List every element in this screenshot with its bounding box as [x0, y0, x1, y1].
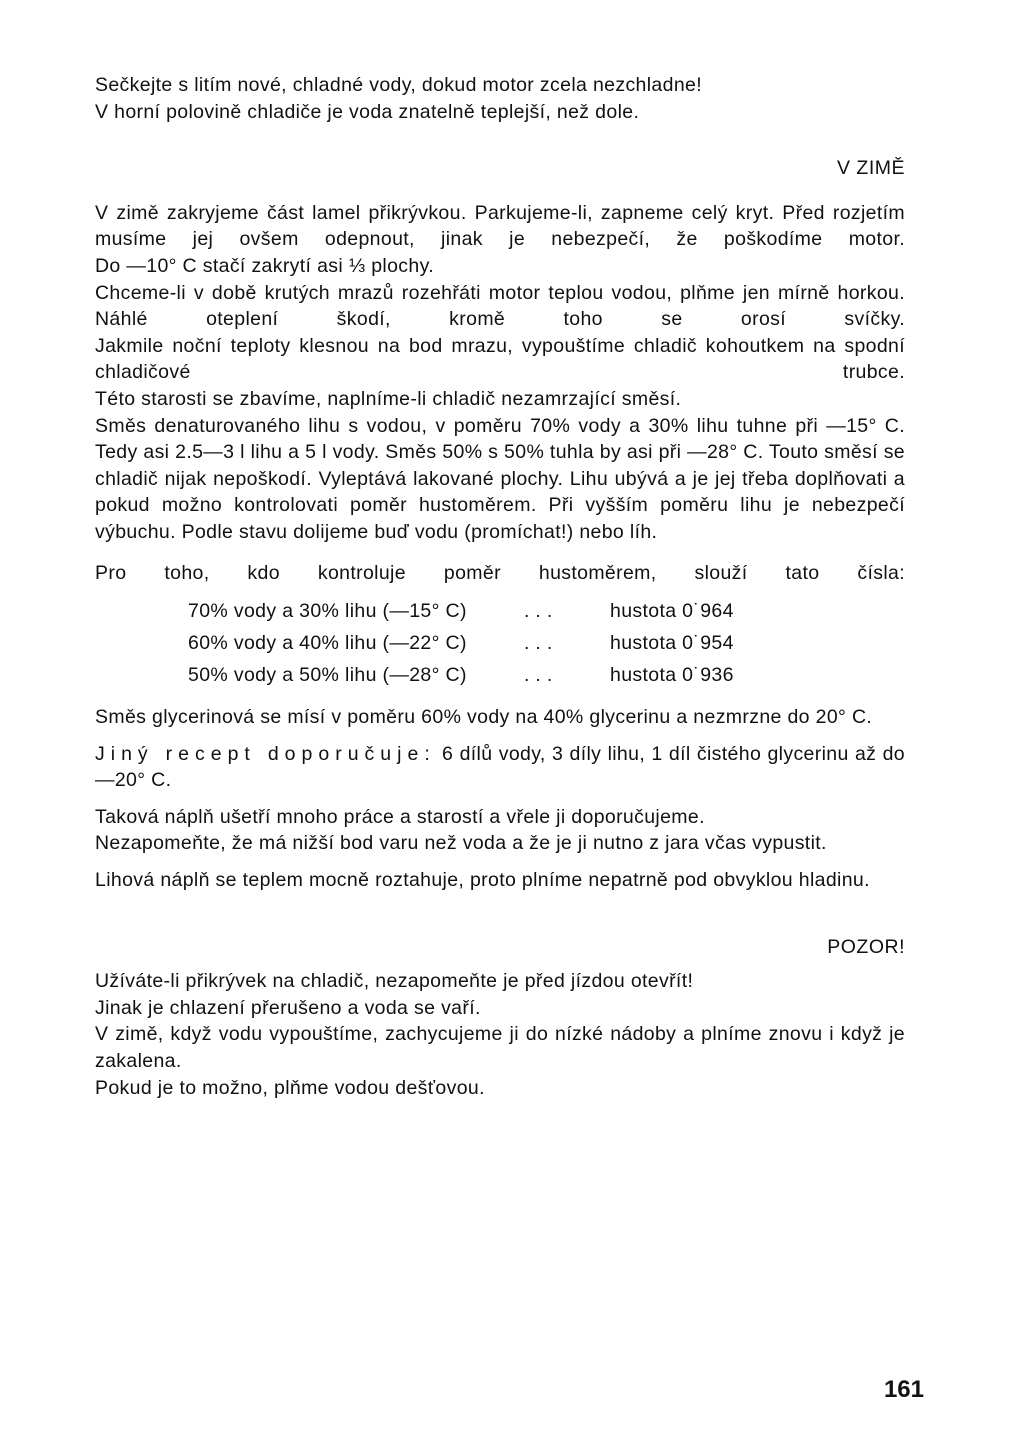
density-table-intro: Pro toho, kdo kontroluje poměr hustoměrem, slouží tato čísla: [95, 561, 905, 584]
density-mix: 70% vody a 30% lihu (—15° C) [188, 600, 467, 623]
glycerin-paragraph: Směs glycerinová se mísí v poměru 60% vody na 40% glycerinu a nezmrzne do 20° C. [95, 706, 873, 729]
leader-dots: ... [524, 632, 559, 655]
density-value: hustota 0˙936 [610, 664, 734, 687]
winter-paragraph-antifreeze: Této starosti se zbavíme, naplníme-li chladič nezamrzající směsí. [95, 387, 682, 410]
intro-line-2: V horní polovině chladiče je voda znatelně teplejší, než dole. [95, 100, 640, 123]
winter-paragraph-draining: Jakmile noční teploty klesnou na bod mrazu, vypouštíme chladič kohoutkem na spodní chladičové trubce. [95, 334, 905, 384]
page-number: 161 [883, 1376, 924, 1403]
caution-line-2: Jinak je chlazení přerušeno a voda se vaří. [95, 996, 481, 1019]
saves-paragraph: Taková náplň ušetří mnoho práce a starostí a vřele ji doporučujeme. [95, 805, 705, 828]
winter-paragraph-cover: V zimě zakryjeme část lamel přikrývkou. Parkujeme-li, zapneme celý kryt. Před rozjetím musíme jej ovšem odepnout, jinak je nebezpečí, že poškodíme motor. [95, 201, 905, 251]
leader-dots: ... [524, 600, 559, 623]
density-value: hustota 0˙964 [610, 600, 734, 623]
winter-paragraph-warming: Chceme-li v době krutých mrazů rozehřáti motor teplou vodou, plňme jen mírně horkou. Náhlé oteplení škodí, kromě toho se orosí svíčky. [95, 281, 905, 331]
winter-paragraph-alcohol-mix: Směs denaturovaného lihu s vodou, v poměru 70% vody a 30% lihu tuhne při —15° C. Tedy asi 2.5—3 l lihu a 5 l vody. Směs 50% s 50% tuhla by asi při —28° C. Touto směsí se chladič nijak nepoškodí. Vyleptává lakované plochy. Lihu ubývá a je jej třeba doplňovati a pokud možno kontrolovati poměr hustoměrem. Při vyšším poměru lihu je nebezpečí výbuchu. Podle stavu dolijeme buď vodu (promíchat!) nebo líh. [95, 414, 905, 543]
recipe-rest: 6 dílů vody, 3 díly lihu, 1 díl čistého glycerinu až do —20° C. [95, 742, 905, 792]
density-table-row [188, 662, 905, 694]
expands-paragraph: Lihová náplň se teplem mocně roztahuje, proto plníme nepatrně pod obvyklou hladinu. [95, 869, 870, 892]
leader-dots: ... [524, 664, 559, 687]
density-mix: 50% vody a 50% lihu (—28° C) [188, 664, 467, 687]
density-table [188, 598, 905, 694]
recipe-spaced-lead: Jiný recept doporučuje: [95, 742, 436, 765]
recipe-paragraph [95, 741, 905, 794]
caution-line-4: Pokud je to možno, plňme vodou dešťovou. [95, 1076, 485, 1099]
boiling-paragraph: Nezapomeňte, že má nižší bod varu než voda a že je ji nutno z jara včas vypustit. [95, 832, 827, 855]
page-body [95, 72, 905, 1101]
caution-line-3: V zimě, když vodu vypouštíme, zachycujeme ji do nízké nádoby a plníme znovu i když je zakalena. [95, 1023, 905, 1073]
section-heading-winter: V ZIMĚ [836, 157, 905, 180]
section-heading-caution: POZOR! [827, 935, 905, 958]
density-mix: 60% vody a 40% lihu (—22° C) [188, 632, 467, 655]
intro-line-1: Sečkejte s litím nové, chladné vody, dokud motor zcela nezchladne! [95, 74, 702, 96]
density-table-row [188, 598, 905, 630]
caution-line-1: Užíváte-li přikrývek na chladič, nezapomeňte je před jízdou otevřít! [95, 970, 694, 993]
density-table-row [188, 630, 905, 662]
winter-paragraph-coverage: Do —10° C stačí zakrytí asi ⅓ plochy. [95, 254, 435, 277]
density-value: hustota 0˙954 [610, 632, 734, 655]
